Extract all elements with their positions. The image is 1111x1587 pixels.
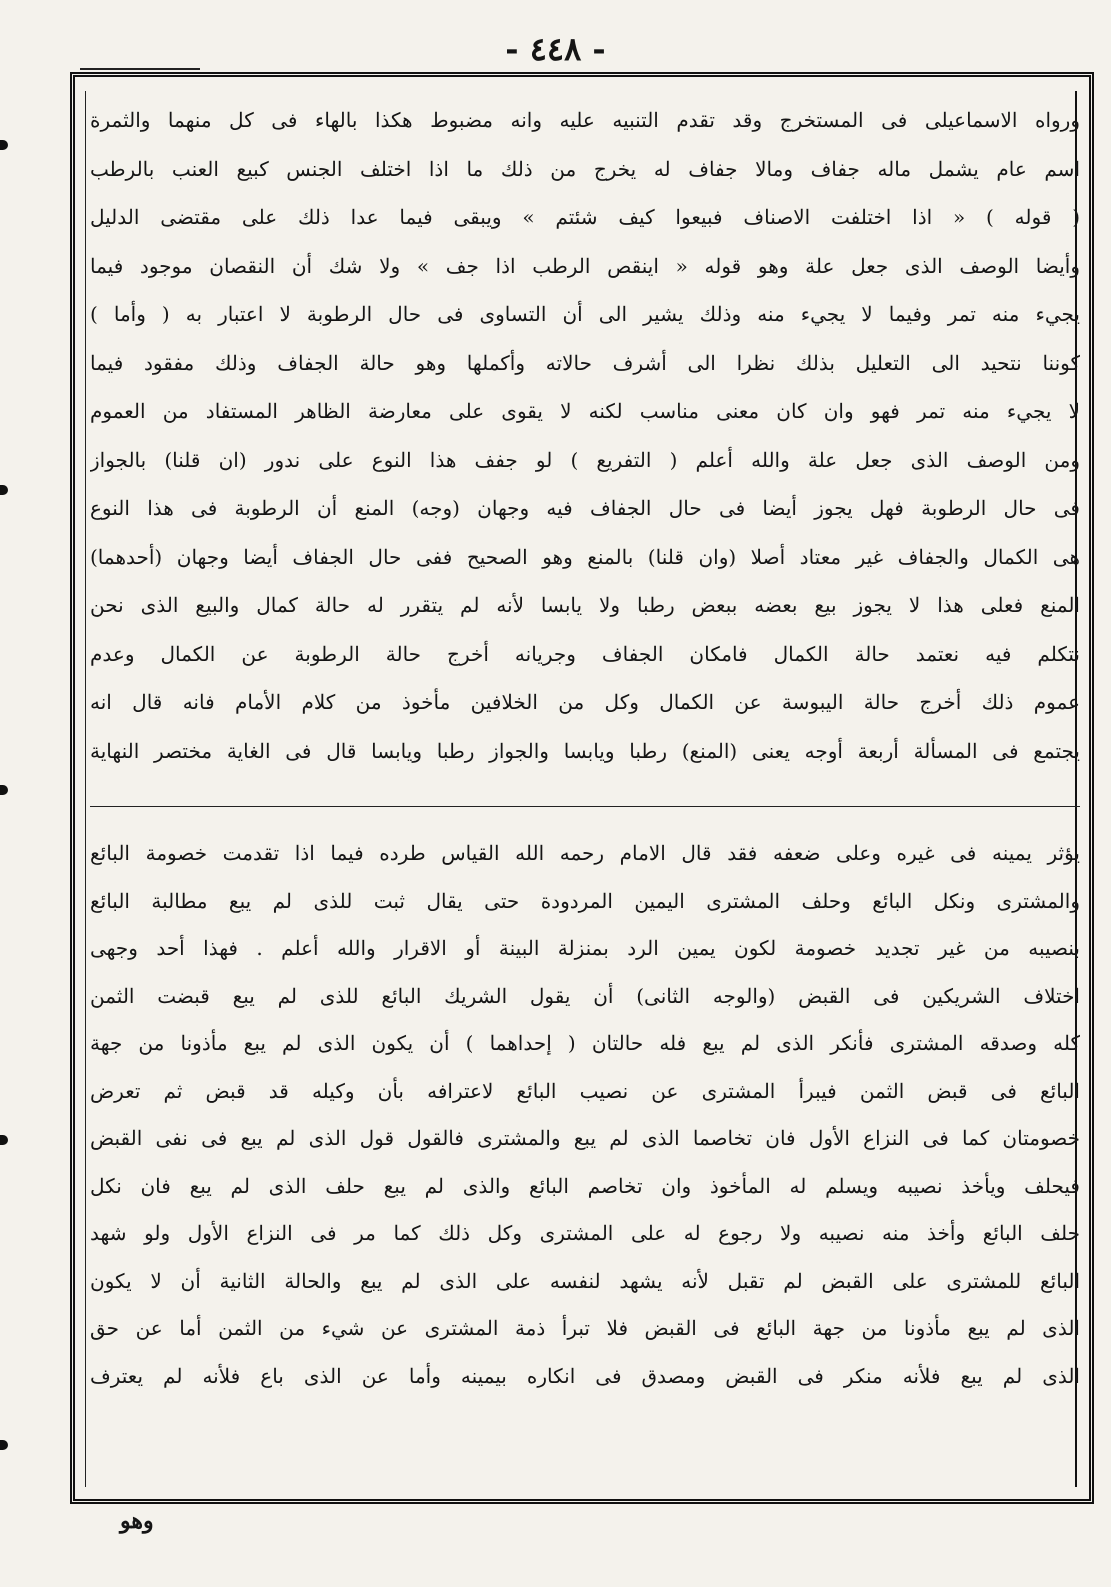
footnote-line: بنصيبه من غير تجديد خصومة لكون يمين الرد بمنزلة البينة أو الاقرار والله أعلم . فهذا أحد وجهى [90,936,1080,960]
main-line: لا يجيء منه تمر فهو وان كان معنى مناسب لكنه لا يقوى على معارضة الظاهر المستفاد من العموم [90,399,1080,423]
footnote-line: اختلاف الشريكين فى القبض (والوجه الثانى) أن يقول الشريك البائع للذى لم يبع قبضت الثمن [90,983,1080,1008]
main-line: كوننا نتحيد الى التعليل بذلك نظرا الى أشرف حالاته وأكملها وهو حالة الجفاف وذلك مفقود فيما [90,350,1080,375]
margin-mark [0,140,8,150]
footnote-line: البائع للمشترى على القبض لم تقبل لأنه يشهد لنفسه على الذى لم يبع والحالة الثانية أن لا يكون [90,1268,1080,1293]
footnote-divider [90,806,1080,807]
top-rule [80,68,200,70]
main-line: وأيضا الوصف الذى جعل علة وهو قوله « اينقص الرطب اذا جف » ولا شك أن النقصان موجود فيما [90,253,1080,278]
footnote-line: حلف البائع وأخذ منه نصيبه ولا رجوع له على المشترى وكل ذلك كما مر فى النزاع الأول ولو شهد [90,1221,1080,1245]
main-line: المنع فعلى هذا لا يجوز بيع بعضه ببعض رطبا ولا يابسا لأنه لم يتقرر له حالة كمال والبيع الذى نحن [90,593,1080,617]
footnote-line: البائع فى قبض الثمن فيبرأ المشترى عن نصيب البائع لاعترافه بأن وكيله قد قبض ثم تعرض [90,1078,1080,1103]
footnote-line: خصومتان كما فى النزاع الأول فان تخاصما الذى لم يبع والمشترى فالقول قول الذى لم يبع فى نفى القبض [90,1126,1080,1150]
footnote-line: والمشترى ونكل البائع وحلف المشترى اليمين المردودة حتى يقال ثبت للذى لم يبع مطالبة البائع [90,888,1080,913]
main-line: هى الكمال والجفاف غير معتاد أصلا (وان قلنا) بالمنع وهو الصحيح ففى حال الجفاف أيضا وجهان (أحدهما) [90,544,1080,569]
main-line: نتكلم فيه نعتمد حالة الكمال فامكان الجفاف وجريانه أخرج حالة الرطوبة عن الكمال وعدم [90,641,1080,666]
footnote-line: يؤثر يمينه فى غيره وعلى ضعفه فقد قال الامام رحمه الله القياس طرده فيما اذا تقدمت خصومة البائع [90,841,1080,865]
margin-mark [0,1135,8,1145]
margin-mark [0,485,8,495]
main-text-block [90,96,1080,826]
main-line: ورواه الاسماعيلى فى المستخرج وقد تقدم التنبيه عليه وانه مضبوط هكذا بالهاء فى كل منهما والثمرة [90,108,1080,132]
main-line: يجيء منه تمر وفيما لا يجيء منه وذلك يشير الى أن التساوى فى حال الرطوبة لا اعتبار به ( وأما ) [90,302,1080,326]
main-line: ومن الوصف الذى جعل علة والله أعلم ( التفريع ) لو جفف هذا النوع على ندور (ان قلنا) بالجواز [90,447,1080,472]
page-number: - ٤٤٨ - [505,30,606,68]
footnote-line: كله وصدقه المشترى فأنكر الذى لم يبع فله حالتان ( إحداهما ) أن يكون الذى لم يبع مأذونا من جهة [90,1031,1080,1055]
margin-mark [0,1440,8,1450]
main-line: فى حال الرطوبة فهل يجوز أيضا فى حال الجفاف فيه وجهان (وجه) المنع أن الرطوبة فى هذا النوع [90,496,1080,520]
main-line: اسم عام يشمل ماله جفاف ومالا جفاف له يخرج من ذلك ما اذا اختلف الجنس كبيع العنب بالرطب [90,156,1080,181]
main-line: ( قوله ) « اذا اختلفت الاصناف فبيعوا كيف شئتم » ويبقى فيما عدا ذلك على مقتضى الدليل [90,205,1080,229]
catchword: وهو [120,1508,154,1534]
main-line: يجتمع فى المسألة أربعة أوجه يعنى (المنع) رطبا ويابسا والجواز رطبا ويابسا قال فى الغاية مختصر النهاية [90,738,1080,763]
footnote-text-block [90,830,1080,1490]
footnote-line: الذى لم يبع فلأنه منكر فى القبض ومصدق فى انكاره بيمينه وأما عن الذى باع فلأنه لم يعترف [90,1363,1080,1388]
main-line: عموم ذلك أخرج حالة اليبوسة عن الكمال وكل من الخلافين مأخوذ من كلام الأمام فانه قال انه [90,690,1080,714]
margin-mark [0,785,8,795]
footnote-line: الذى لم يبع مأذونا من جهة البائع فى القبض فلا تبرأ ذمة المشترى عن شيء من الثمن أما عن حق [90,1316,1080,1340]
footnote-line: فيحلف ويأخذ نصيبه ويسلم له المأخوذ وان تخاصم البائع والذى لم يبع حلف الذى لم يبع فان نكل [90,1173,1080,1198]
